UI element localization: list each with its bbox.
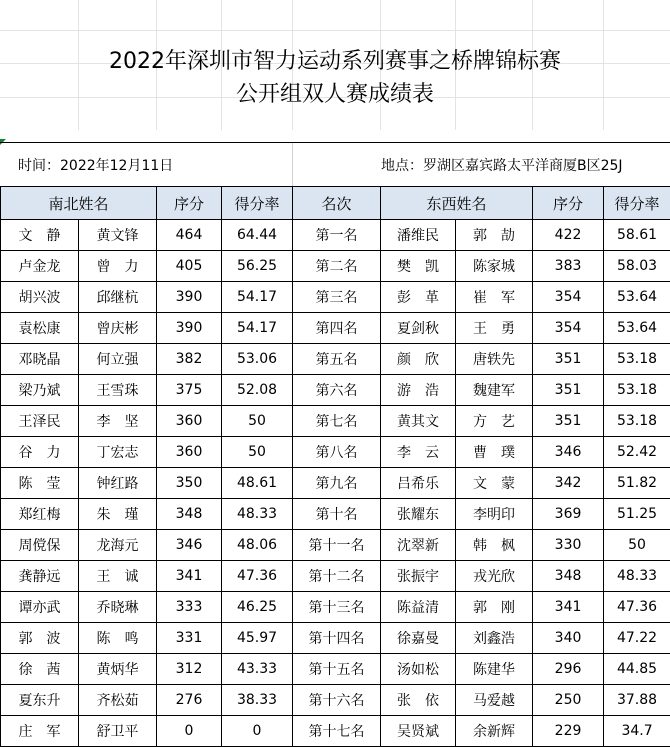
ew-player-1-cell: 黄其文 xyxy=(381,406,456,437)
ns-player-1-cell: 梁乃斌 xyxy=(1,375,79,406)
table-row xyxy=(1,251,670,282)
ns-player-2-cell: 丁宏志 xyxy=(79,437,157,468)
ew-player-2-cell: 余新辉 xyxy=(456,716,533,747)
table-row xyxy=(1,530,670,561)
table-row xyxy=(1,406,670,437)
ew-player-1-cell: 李 云 xyxy=(381,437,456,468)
rank-cell: 第六名 xyxy=(293,375,381,406)
rank-cell: 第一名 xyxy=(293,220,381,251)
ew-rate-cell: 53.18 xyxy=(604,344,670,375)
header-ns-rate: 得分率 xyxy=(222,187,293,220)
ew-player-1-cell: 吕希乐 xyxy=(381,468,456,499)
ns-player-2-cell: 曾 力 xyxy=(79,251,157,282)
table-row xyxy=(1,654,670,685)
ew-score-cell: 348 xyxy=(533,561,604,592)
rank-cell: 第八名 xyxy=(293,437,381,468)
ew-player-2-cell: 陈家城 xyxy=(456,251,533,282)
ns-player-2-cell: 曾庆彬 xyxy=(79,313,157,344)
ew-player-2-cell: 曹 璞 xyxy=(456,437,533,468)
ns-player-1-cell: 邓晓晶 xyxy=(1,344,79,375)
ew-player-2-cell: 崔 军 xyxy=(456,282,533,313)
ew-score-cell: 346 xyxy=(533,437,604,468)
ew-rate-cell: 58.61 xyxy=(604,220,670,251)
ew-rate-cell: 37.88 xyxy=(604,685,670,716)
ns-player-1-cell: 卢金龙 xyxy=(1,251,79,282)
ew-player-2-cell: 陈建华 xyxy=(456,654,533,685)
table-row xyxy=(1,375,670,406)
ew-rate-cell: 52.42 xyxy=(604,437,670,468)
ew-rate-cell: 53.64 xyxy=(604,313,670,344)
ns-player-2-cell: 李 坚 xyxy=(79,406,157,437)
document-title: 2022年深圳市智力运动系列赛事之桥牌锦标赛 xyxy=(0,44,670,75)
ew-player-1-cell: 潘维民 xyxy=(381,220,456,251)
ns-score-cell: 464 xyxy=(157,220,222,251)
rank-cell: 第三名 xyxy=(293,282,381,313)
table-row xyxy=(1,220,670,251)
ns-player-1-cell: 夏东升 xyxy=(1,685,79,716)
ew-player-2-cell: 刘鑫浩 xyxy=(456,623,533,654)
ns-score-cell: 360 xyxy=(157,406,222,437)
header-row xyxy=(1,187,670,220)
ew-score-cell: 422 xyxy=(533,220,604,251)
ns-player-1-cell: 郑红梅 xyxy=(1,499,79,530)
table-row xyxy=(1,468,670,499)
ew-player-1-cell: 汤如松 xyxy=(381,654,456,685)
ns-score-cell: 341 xyxy=(157,561,222,592)
ew-player-2-cell: 戎光欣 xyxy=(456,561,533,592)
ns-player-1-cell: 谭亦武 xyxy=(1,592,79,623)
ew-rate-cell: 48.33 xyxy=(604,561,670,592)
ew-player-1-cell: 游 浩 xyxy=(381,375,456,406)
place-label: 地点：罗湖区嘉宾路太平洋商厦B区25J xyxy=(381,155,623,175)
rank-cell: 第七名 xyxy=(293,406,381,437)
ns-score-cell: 390 xyxy=(157,313,222,344)
table-row xyxy=(1,685,670,716)
ns-player-1-cell: 郭 波 xyxy=(1,623,79,654)
rank-cell: 第十一名 xyxy=(293,530,381,561)
ew-score-cell: 383 xyxy=(533,251,604,282)
ew-player-2-cell: 马爱越 xyxy=(456,685,533,716)
rank-cell: 第十四名 xyxy=(293,623,381,654)
ns-rate-cell: 54.17 xyxy=(222,282,293,313)
ns-player-1-cell: 袁松康 xyxy=(1,313,79,344)
ns-player-2-cell: 乔晓琳 xyxy=(79,592,157,623)
ns-player-1-cell: 龚静远 xyxy=(1,561,79,592)
ns-score-cell: 276 xyxy=(157,685,222,716)
ew-score-cell: 369 xyxy=(533,499,604,530)
header-ns-score: 序分 xyxy=(157,187,222,220)
ew-player-1-cell: 张耀东 xyxy=(381,499,456,530)
ns-score-cell: 346 xyxy=(157,530,222,561)
ew-rate-cell: 53.18 xyxy=(604,375,670,406)
ew-player-1-cell: 徐嘉曼 xyxy=(381,623,456,654)
ns-player-1-cell: 王泽民 xyxy=(1,406,79,437)
ns-rate-cell: 53.06 xyxy=(222,344,293,375)
ew-rate-cell: 51.82 xyxy=(604,468,670,499)
ew-player-1-cell: 吴贤斌 xyxy=(381,716,456,747)
ns-rate-cell: 52.08 xyxy=(222,375,293,406)
rank-cell: 第九名 xyxy=(293,468,381,499)
ns-player-2-cell: 王 诚 xyxy=(79,561,157,592)
ew-player-2-cell: 唐轶先 xyxy=(456,344,533,375)
ew-rate-cell: 58.03 xyxy=(604,251,670,282)
ew-rate-cell: 53.18 xyxy=(604,406,670,437)
ew-rate-cell: 50 xyxy=(604,530,670,561)
ns-rate-cell: 48.33 xyxy=(222,499,293,530)
ew-rate-cell: 53.64 xyxy=(604,282,670,313)
ew-score-cell: 351 xyxy=(533,375,604,406)
ew-score-cell: 341 xyxy=(533,592,604,623)
ew-score-cell: 354 xyxy=(533,313,604,344)
ns-player-2-cell: 陈 鸣 xyxy=(79,623,157,654)
header-ew-names: 东西姓名 xyxy=(381,187,533,220)
ns-player-2-cell: 黄炳华 xyxy=(79,654,157,685)
ns-player-2-cell: 齐松茹 xyxy=(79,685,157,716)
ns-rate-cell: 48.61 xyxy=(222,468,293,499)
ns-score-cell: 382 xyxy=(157,344,222,375)
ew-score-cell: 342 xyxy=(533,468,604,499)
table-row xyxy=(1,437,670,468)
ew-player-2-cell: 韩 枫 xyxy=(456,530,533,561)
ew-rate-cell: 34.7 xyxy=(604,716,670,747)
ns-player-2-cell: 钟红路 xyxy=(79,468,157,499)
table-row xyxy=(1,313,670,344)
rank-cell: 第二名 xyxy=(293,251,381,282)
ns-player-1-cell: 文 静 xyxy=(1,220,79,251)
table-row xyxy=(1,592,670,623)
ns-rate-cell: 45.97 xyxy=(222,623,293,654)
ns-rate-cell: 48.06 xyxy=(222,530,293,561)
ew-player-1-cell: 颜 欣 xyxy=(381,344,456,375)
ns-player-1-cell: 庄 军 xyxy=(1,716,79,747)
ns-player-1-cell: 胡兴波 xyxy=(1,282,79,313)
ew-score-cell: 354 xyxy=(533,282,604,313)
ns-rate-cell: 50 xyxy=(222,437,293,468)
ew-player-2-cell: 魏建军 xyxy=(456,375,533,406)
ew-score-cell: 351 xyxy=(533,406,604,437)
ns-score-cell: 0 xyxy=(157,716,222,747)
results-table xyxy=(0,186,670,747)
table-row xyxy=(1,344,670,375)
ns-player-2-cell: 黄文锋 xyxy=(79,220,157,251)
divider xyxy=(292,143,293,187)
rank-cell: 第十七名 xyxy=(293,716,381,747)
ns-rate-cell: 0 xyxy=(222,716,293,747)
rank-cell: 第十三名 xyxy=(293,592,381,623)
rank-cell: 第十二名 xyxy=(293,561,381,592)
ew-player-1-cell: 沈翠新 xyxy=(381,530,456,561)
rank-cell: 第十名 xyxy=(293,499,381,530)
rank-cell: 第十五名 xyxy=(293,654,381,685)
ns-player-2-cell: 邱继杭 xyxy=(79,282,157,313)
table-row xyxy=(1,716,670,747)
ew-player-1-cell: 彭 革 xyxy=(381,282,456,313)
ns-score-cell: 350 xyxy=(157,468,222,499)
ns-rate-cell: 46.25 xyxy=(222,592,293,623)
header-rank: 名次 xyxy=(293,187,381,220)
time-label: 时间：2022年12月11日 xyxy=(18,155,173,175)
ns-score-cell: 375 xyxy=(157,375,222,406)
ns-score-cell: 348 xyxy=(157,499,222,530)
table-row xyxy=(1,561,670,592)
table-row xyxy=(1,499,670,530)
ns-player-2-cell: 龙海元 xyxy=(79,530,157,561)
rank-cell: 第五名 xyxy=(293,344,381,375)
ew-player-1-cell: 陈益清 xyxy=(381,592,456,623)
ns-score-cell: 405 xyxy=(157,251,222,282)
table-row xyxy=(1,623,670,654)
ns-player-2-cell: 朱 瑾 xyxy=(79,499,157,530)
info-bar xyxy=(0,142,670,188)
ns-score-cell: 360 xyxy=(157,437,222,468)
ew-score-cell: 229 xyxy=(533,716,604,747)
ns-player-2-cell: 王雪珠 xyxy=(79,375,157,406)
rank-cell: 第四名 xyxy=(293,313,381,344)
ew-player-2-cell: 郭 劼 xyxy=(456,220,533,251)
ew-rate-cell: 47.22 xyxy=(604,623,670,654)
ns-score-cell: 390 xyxy=(157,282,222,313)
ew-player-2-cell: 方 艺 xyxy=(456,406,533,437)
ns-player-2-cell: 舒卫平 xyxy=(79,716,157,747)
ew-score-cell: 340 xyxy=(533,623,604,654)
ew-player-1-cell: 张振宇 xyxy=(381,561,456,592)
ns-rate-cell: 50 xyxy=(222,406,293,437)
ew-player-1-cell: 张 依 xyxy=(381,685,456,716)
ns-rate-cell: 54.17 xyxy=(222,313,293,344)
ns-player-1-cell: 徐 茜 xyxy=(1,654,79,685)
ew-player-2-cell: 文 蒙 xyxy=(456,468,533,499)
ns-rate-cell: 47.36 xyxy=(222,561,293,592)
rank-cell: 第十六名 xyxy=(293,685,381,716)
grid-line xyxy=(0,30,670,31)
ew-score-cell: 330 xyxy=(533,530,604,561)
ns-score-cell: 331 xyxy=(157,623,222,654)
ew-score-cell: 250 xyxy=(533,685,604,716)
ew-score-cell: 296 xyxy=(533,654,604,685)
document-subtitle: 公开组双人赛成绩表 xyxy=(0,77,670,108)
ew-rate-cell: 44.85 xyxy=(604,654,670,685)
ew-player-2-cell: 郭 刚 xyxy=(456,592,533,623)
ns-rate-cell: 38.33 xyxy=(222,685,293,716)
table-row xyxy=(1,282,670,313)
ew-player-1-cell: 夏剑秋 xyxy=(381,313,456,344)
ew-player-2-cell: 王 勇 xyxy=(456,313,533,344)
header-ns-names: 南北姓名 xyxy=(1,187,157,220)
ns-player-1-cell: 陈 莹 xyxy=(1,468,79,499)
ew-player-1-cell: 樊 凯 xyxy=(381,251,456,282)
ns-player-1-cell: 周傥保 xyxy=(1,530,79,561)
ew-rate-cell: 51.25 xyxy=(604,499,670,530)
ns-score-cell: 312 xyxy=(157,654,222,685)
ns-score-cell: 333 xyxy=(157,592,222,623)
ns-rate-cell: 64.44 xyxy=(222,220,293,251)
ns-player-1-cell: 谷 力 xyxy=(1,437,79,468)
ns-player-2-cell: 何立强 xyxy=(79,344,157,375)
ns-rate-cell: 56.25 xyxy=(222,251,293,282)
header-ew-rate: 得分率 xyxy=(604,187,670,220)
ew-score-cell: 351 xyxy=(533,344,604,375)
ns-rate-cell: 43.33 xyxy=(222,654,293,685)
header-ew-score: 序分 xyxy=(533,187,604,220)
ew-player-2-cell: 李明印 xyxy=(456,499,533,530)
ew-rate-cell: 47.36 xyxy=(604,592,670,623)
